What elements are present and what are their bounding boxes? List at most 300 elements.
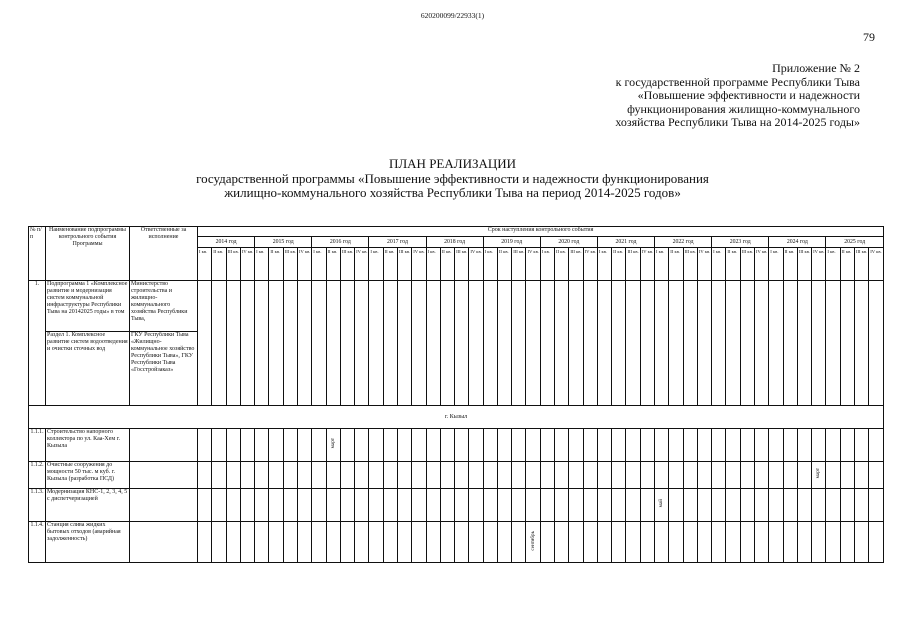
event-name: Станция слива жидких бытовых отходов (аварийная задолженность) (46, 522, 130, 563)
quarter-header: I кв. (540, 248, 554, 281)
quarter-cell (240, 281, 254, 406)
quarter-cell (455, 281, 469, 406)
quarter-cell (669, 281, 683, 406)
quarter-cell (312, 281, 326, 406)
quarter-cell (312, 429, 326, 462)
quarter-header: IV кв. (412, 248, 426, 281)
quarter-cell (483, 522, 497, 563)
quarter-header: IV кв. (469, 248, 483, 281)
quarter-cell (497, 429, 511, 462)
quarter-cell (655, 522, 669, 563)
quarter-cell (783, 462, 797, 489)
header-term: Срок наступления контрольного события (198, 227, 884, 237)
quarter-cell (612, 462, 626, 489)
quarter-cell (212, 522, 226, 563)
appendix-line: хозяйства Республики Тыва на 2014-2025 годы» (615, 115, 860, 129)
quarter-cell (383, 489, 397, 522)
quarter-cell (726, 489, 740, 522)
quarter-cell (340, 522, 354, 563)
quarter-cell (426, 522, 440, 563)
quarter-cell (269, 489, 283, 522)
quarter-cell (312, 522, 326, 563)
year-header: 2015 год (255, 237, 312, 248)
quarter-header: IV кв. (355, 248, 369, 281)
quarter-header: I кв. (769, 248, 783, 281)
quarter-cell (240, 489, 254, 522)
quarter-cell (626, 429, 640, 462)
header-responsible: Ответственные за исполнение (130, 227, 198, 281)
quarter-header: I кв. (369, 248, 383, 281)
document-title (0, 157, 905, 201)
quarter-cell (640, 489, 654, 522)
quarter-cell (569, 281, 583, 406)
quarter-cell (712, 522, 726, 563)
quarter-cell (355, 281, 369, 406)
quarter-cell (797, 462, 811, 489)
table-row (29, 429, 884, 462)
quarter-cell (355, 522, 369, 563)
quarter-cell (583, 281, 597, 406)
quarter-header: II кв. (726, 248, 740, 281)
quarter-cell (455, 462, 469, 489)
quarter-cell (255, 489, 269, 522)
quarter-header: II кв. (555, 248, 569, 281)
quarter-cell (754, 281, 768, 406)
quarter-cell (226, 281, 240, 406)
quarter-cell (740, 522, 754, 563)
quarter-cell (583, 489, 597, 522)
quarter-cell (869, 489, 884, 522)
quarter-cell (455, 522, 469, 563)
quarter-cell (740, 462, 754, 489)
quarter-cell (854, 281, 868, 406)
quarter-cell (754, 489, 768, 522)
quarter-header: III кв. (854, 248, 868, 281)
subprogram-name: Подпрограмма 1 «Комплексное развитие и модернизация систем коммунальной инфраструктуры Республики Тыва на 20142025 годы» в том (46, 281, 130, 332)
quarter-header: II кв. (269, 248, 283, 281)
quarter-header: II кв. (212, 248, 226, 281)
table-row (29, 522, 884, 563)
quarter-cell (269, 522, 283, 563)
quarter-header: I кв. (255, 248, 269, 281)
quarter-cell (226, 429, 240, 462)
quarter-header: III кв. (797, 248, 811, 281)
quarter-cell (540, 281, 554, 406)
quarter-cell (555, 281, 569, 406)
quarter-cell (526, 489, 540, 522)
quarter-cell (326, 281, 340, 406)
responsible-main: Министерство строительства и жилищно-коммунального хозяйства Республики Тыва, (130, 281, 198, 332)
quarter-cell (697, 281, 711, 406)
row-number: 1.1.2. (29, 462, 46, 489)
quarter-header: II кв. (497, 248, 511, 281)
quarter-cell (597, 489, 611, 522)
quarter-cell (383, 462, 397, 489)
quarter-cell (740, 281, 754, 406)
quarter-header: IV кв. (697, 248, 711, 281)
quarter-cell (655, 462, 669, 489)
quarter-cell (255, 281, 269, 406)
quarter-cell (198, 462, 212, 489)
quarter-cell (740, 489, 754, 522)
quarter-cell (555, 522, 569, 563)
quarter-cell (326, 429, 340, 462)
quarter-cell (826, 489, 840, 522)
quarter-cell (426, 462, 440, 489)
quarter-cell (255, 462, 269, 489)
quarter-header: III кв. (397, 248, 411, 281)
quarter-cell (255, 522, 269, 563)
year-header: 2024 год (769, 237, 826, 248)
quarter-cell (469, 489, 483, 522)
quarter-header: I кв. (426, 248, 440, 281)
quarter-header: III кв. (626, 248, 640, 281)
quarter-cell (797, 281, 811, 406)
quarter-cell (640, 281, 654, 406)
quarter-cell (512, 522, 526, 563)
quarter-cell (198, 489, 212, 522)
quarter-cell (297, 429, 311, 462)
quarter-cell (497, 462, 511, 489)
table-row (29, 489, 884, 522)
event-responsible (130, 522, 198, 563)
appendix-line: функционирования жилищно-коммунального (627, 101, 860, 116)
quarter-cell (297, 489, 311, 522)
quarter-cell (740, 429, 754, 462)
quarter-cell (683, 522, 697, 563)
quarter-cell (640, 429, 654, 462)
header-number: № п/п (29, 227, 46, 281)
quarter-cell (769, 489, 783, 522)
quarter-cell (797, 522, 811, 563)
quarter-cell (583, 522, 597, 563)
quarter-header: II кв. (440, 248, 454, 281)
quarter-cell (383, 429, 397, 462)
year-header: 2025 год (826, 237, 884, 248)
quarter-cell (712, 489, 726, 522)
quarter-cell (854, 462, 868, 489)
quarter-cell (212, 429, 226, 462)
quarter-cell (283, 281, 297, 406)
quarter-header: IV кв. (754, 248, 768, 281)
quarter-header: III кв. (683, 248, 697, 281)
quarter-cell (240, 462, 254, 489)
quarter-cell (226, 462, 240, 489)
quarter-cell (555, 489, 569, 522)
quarter-cell (540, 489, 554, 522)
quarter-cell (526, 281, 540, 406)
quarter-cell (512, 462, 526, 489)
quarter-cell (412, 522, 426, 563)
quarter-cell (597, 522, 611, 563)
quarter-header: II кв. (612, 248, 626, 281)
quarter-cell (640, 522, 654, 563)
quarter-header: I кв. (597, 248, 611, 281)
quarter-cell (297, 522, 311, 563)
quarter-cell (626, 522, 640, 563)
quarter-cell (726, 462, 740, 489)
row-number: 1.1.1. (29, 429, 46, 462)
quarter-cell (497, 281, 511, 406)
implementation-plan-table (28, 226, 884, 563)
quarter-cell (812, 281, 826, 406)
header-name: Наименование подпрограммы контрольного события Программы (46, 227, 130, 281)
quarter-cell (483, 281, 497, 406)
quarter-cell (655, 281, 669, 406)
quarter-cell (597, 462, 611, 489)
quarter-cell (326, 522, 340, 563)
quarter-header: I кв. (198, 248, 212, 281)
quarter-cell (497, 489, 511, 522)
quarter-cell (240, 429, 254, 462)
quarter-cell (869, 281, 884, 406)
quarter-cell (312, 489, 326, 522)
quarter-cell (697, 489, 711, 522)
quarter-header: III кв. (455, 248, 469, 281)
quarter-cell (840, 429, 854, 462)
quarter-cell (512, 489, 526, 522)
quarter-header: I кв. (712, 248, 726, 281)
quarter-header: III кв. (340, 248, 354, 281)
event-name: Модернизация КНС-1, 2, 3, 4, 5 с диспетчеризацией (46, 489, 130, 522)
quarter-cell (669, 522, 683, 563)
quarter-cell (854, 429, 868, 462)
quarter-header: I кв. (483, 248, 497, 281)
event-responsible (130, 462, 198, 489)
quarter-cell (540, 522, 554, 563)
quarter-cell (783, 489, 797, 522)
quarter-cell (697, 522, 711, 563)
quarter-cell (397, 489, 411, 522)
responsible-agencies: ГКУ Республики Тыва «Жилищно-коммунальное хозяйство Республики Тыва», ГКУ Республики Тыва «Госстройзаказ» (130, 332, 198, 406)
quarter-cell (369, 462, 383, 489)
quarter-cell (769, 429, 783, 462)
quarter-cell (640, 462, 654, 489)
quarter-header: IV кв. (526, 248, 540, 281)
quarter-cell (869, 462, 884, 489)
quarter-cell (440, 522, 454, 563)
appendix-block (560, 62, 860, 130)
quarter-cell (854, 489, 868, 522)
quarter-cell (283, 429, 297, 462)
document-id: 620200099/22933(1) (420, 11, 485, 20)
quarter-cell (383, 522, 397, 563)
quarter-cell (555, 462, 569, 489)
quarter-cell (469, 522, 483, 563)
quarter-cell (826, 429, 840, 462)
quarter-cell (697, 429, 711, 462)
row-number: 1. (29, 281, 46, 406)
quarter-header: II кв. (326, 248, 340, 281)
quarter-cell (269, 462, 283, 489)
quarter-cell (797, 429, 811, 462)
quarter-cell (212, 462, 226, 489)
year-header: 2014 год (198, 237, 255, 248)
quarter-cell (669, 462, 683, 489)
quarter-cell (297, 281, 311, 406)
quarter-cell (712, 281, 726, 406)
quarter-cell (712, 462, 726, 489)
quarter-cell (226, 489, 240, 522)
year-header: 2021 год (597, 237, 654, 248)
title-line-1: ПЛАН РЕАЛИЗАЦИИ (388, 156, 517, 171)
quarter-cell (269, 281, 283, 406)
quarter-header: III кв. (569, 248, 583, 281)
quarter-cell (426, 489, 440, 522)
event-name: Строительство напорного коллектора по ул. Каа-Хем г. Кызыла (46, 429, 130, 462)
quarter-cell (869, 429, 884, 462)
quarter-cell (597, 429, 611, 462)
quarter-cell (697, 462, 711, 489)
quarter-header: IV кв. (240, 248, 254, 281)
quarter-cell (469, 429, 483, 462)
quarter-cell (754, 522, 768, 563)
quarter-cell (412, 489, 426, 522)
year-header: 2019 год (483, 237, 540, 248)
quarter-cell (198, 522, 212, 563)
quarter-cell (340, 462, 354, 489)
quarter-cell (540, 462, 554, 489)
quarter-cell (440, 429, 454, 462)
quarter-cell (812, 489, 826, 522)
quarter-header: III кв. (512, 248, 526, 281)
quarter-cell (483, 429, 497, 462)
title-line-3: жилищно-коммунального хозяйства Республики Тыва на период 2014-2025 годов» (224, 185, 681, 200)
quarter-cell (569, 429, 583, 462)
quarter-cell (583, 462, 597, 489)
quarter-cell (626, 462, 640, 489)
quarter-cell (355, 489, 369, 522)
quarter-cell (312, 462, 326, 489)
quarter-cell (369, 429, 383, 462)
quarter-cell (669, 489, 683, 522)
quarter-cell (869, 522, 884, 563)
quarter-cell (840, 522, 854, 563)
quarter-cell (340, 489, 354, 522)
quarter-cell (283, 462, 297, 489)
quarter-cell (612, 429, 626, 462)
quarter-cell (826, 281, 840, 406)
quarter-cell (240, 522, 254, 563)
quarter-cell (569, 489, 583, 522)
quarter-cell (412, 429, 426, 462)
quarter-header: II кв. (840, 248, 854, 281)
quarter-header: III кв. (283, 248, 297, 281)
quarter-cell (483, 462, 497, 489)
quarter-cell (512, 281, 526, 406)
quarter-cell (397, 281, 411, 406)
quarter-cell (797, 489, 811, 522)
page-number: 79 (863, 30, 875, 44)
quarter-cell (840, 281, 854, 406)
year-header: 2023 год (712, 237, 769, 248)
quarter-header: IV кв. (297, 248, 311, 281)
quarter-cell (355, 429, 369, 462)
event-name: Очистные сооружения до мощности 50 тыс. м куб. г. Кызыла (разработка ПСД) (46, 462, 130, 489)
event-month-mark: май (658, 499, 665, 508)
quarter-cell (655, 429, 669, 462)
quarter-header: IV кв. (640, 248, 654, 281)
quarter-header: I кв. (312, 248, 326, 281)
quarter-cell (840, 462, 854, 489)
quarter-cell (497, 522, 511, 563)
quarter-cell (726, 522, 740, 563)
event-month-mark: март (815, 468, 822, 479)
quarter-cell (397, 429, 411, 462)
quarter-cell (612, 522, 626, 563)
quarter-cell (812, 429, 826, 462)
quarter-cell (369, 489, 383, 522)
quarter-cell (712, 429, 726, 462)
appendix-line: к государственной программе Республики Тыва (615, 74, 860, 89)
quarter-cell (412, 462, 426, 489)
quarter-cell (526, 522, 540, 563)
appendix-line: «Повышение эффективности и надежности (637, 88, 860, 102)
event-responsible (130, 429, 198, 462)
quarter-cell (426, 429, 440, 462)
section-name: Раздел 1. Комплексное развитие систем водоотведения и очистки сточных вод (46, 332, 130, 406)
quarter-cell (512, 429, 526, 462)
table-row (29, 462, 884, 489)
quarter-cell (569, 522, 583, 563)
quarter-cell (526, 429, 540, 462)
quarter-cell (326, 462, 340, 489)
quarter-cell (669, 429, 683, 462)
quarter-header: IV кв. (869, 248, 884, 281)
quarter-cell (769, 462, 783, 489)
quarter-header: IV кв. (812, 248, 826, 281)
quarter-cell (754, 429, 768, 462)
quarter-cell (812, 462, 826, 489)
quarter-cell (198, 429, 212, 462)
quarter-cell (212, 281, 226, 406)
quarter-cell (626, 281, 640, 406)
quarter-cell (269, 429, 283, 462)
quarter-cell (683, 281, 697, 406)
quarter-header: IV кв. (583, 248, 597, 281)
quarter-cell (340, 281, 354, 406)
quarter-cell (440, 489, 454, 522)
appendix-line: Приложение № 2 (772, 61, 860, 75)
quarter-header: II кв. (783, 248, 797, 281)
quarter-cell (383, 281, 397, 406)
quarter-header: III кв. (740, 248, 754, 281)
quarter-cell (683, 429, 697, 462)
quarter-header: III кв. (226, 248, 240, 281)
quarter-cell (840, 489, 854, 522)
quarter-cell (397, 522, 411, 563)
event-month-mark: март (329, 438, 336, 449)
event-responsible (130, 489, 198, 522)
section-city: г. Кызыл (29, 406, 884, 429)
quarter-cell (440, 281, 454, 406)
quarter-header: II кв. (383, 248, 397, 281)
quarter-cell (455, 489, 469, 522)
quarter-cell (597, 281, 611, 406)
quarter-cell (826, 522, 840, 563)
quarter-cell (483, 489, 497, 522)
quarter-cell (769, 522, 783, 563)
quarter-cell (655, 489, 669, 522)
quarter-cell (369, 522, 383, 563)
quarter-cell (583, 429, 597, 462)
quarter-cell (569, 462, 583, 489)
quarter-cell (726, 429, 740, 462)
quarter-cell (726, 281, 740, 406)
quarter-cell (283, 522, 297, 563)
quarter-cell (754, 462, 768, 489)
year-header: 2022 год (655, 237, 712, 248)
